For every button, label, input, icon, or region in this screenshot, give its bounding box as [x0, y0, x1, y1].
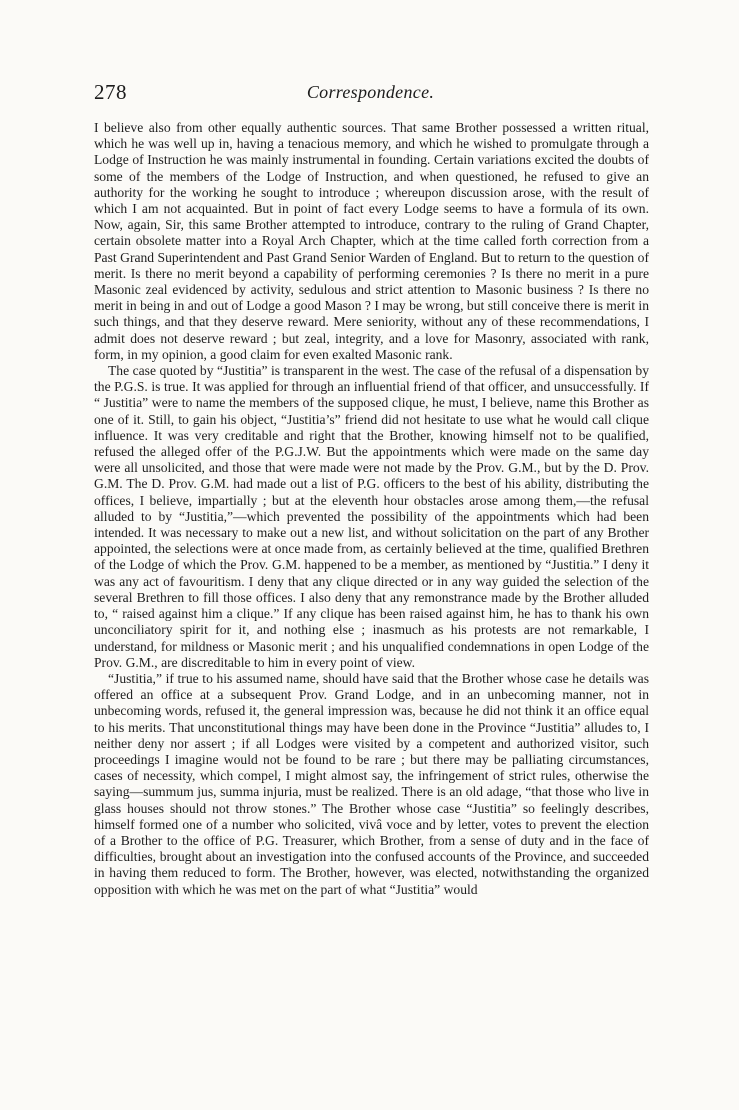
paragraph: The case quoted by “Justitia” is transparent in the west. The case of the refusal of a dispensation by the P.G.S. is true. It was applied for through an influential friend of that officer, and unsuccessfully. If “ Justitia” were to name the members of the supposed clique, he must, I believe, name this Brother as one of it. Still, to gain his object, “Justitia’s” friend did not hesitate to use what he would call clique influence. It was very creditable and right that the Brother, knowing himself not to be qualified, refused the alleged offer of the P.G.J.W. But the appointments which were made on the same day were all unsolicited, and those that were made were not made by the Prov. G.M., but by the D. Prov. G.M. The D. Prov. G.M. had made out a list of P.G. officers to the best of his ability, distributing the offices, I believe, impartially ; but at the eleventh hour obstacles arose among them,—the refusal alluded to by “Justitia,”—which prevented the possibility of the appointments which had been intended. It was necessary to make out a new list, and without solicitation on the part of any Brother appointed, the selections were at once made from, as certainly believed at the time, qualified Brethren of the Lodge of which the Prov. G.M. happened to be a member, as mentioned by “Justitia.” I deny it was any act of favouritism. I deny that any clique directed or in any way guided the selection of the several Brethren to fill those offices. I also deny that any remonstrance made by the Brother alluded to, “ raised against him a clique.” If any clique has been raised against him, he has to thank his own unconciliatory spirit for it, and nothing else ; inasmuch as his protests are not remarkable, I understand, for mildness or Masonic merit ; and his unqualified condemnations in open Lodge of the Prov. G.M., are discreditable to him in every point of view. [94, 363, 649, 670]
page-number: 278 [94, 80, 127, 104]
paragraph: I believe also from other equally authentic sources. That same Brother possessed a written ritual, which he was well up in, having a tenacious memory, and which he wished to promulgate through a Lodge of Instruction he was mainly instrumental in founding. Certain variations excited the doubts of some of the members of the Lodge of Instruction, and when questioned, he refused to give an authority for the working he sought to introduce ; whereupon discussion arose, with the result of which I am not acquainted. But in point of fact every Lodge seems to have a formula of its own. Now, again, Sir, this same Brother attempted to introduce, contrary to the ruling of Grand Chapter, certain obsolete matter into a Royal Arch Chapter, which at the time called forth correction from a Past Grand Superintendent and Past Grand Senior Warden of England. But to return to the question of merit. Is there no merit beyond a capability of performing ceremonies ? Is there no merit in a pure Masonic zeal evidenced by activity, sedulous and strict attention to Masonic business ? Is there no merit in being in and out of Lodge a good Mason ? I may be wrong, but still conceive there is merit in such things, and that they deserve reward. Mere seniority, without any of these recommendations, I admit does not deserve reward ; but zeal, integrity, and a love for Masonry, associated with rank, form, in my opinion, a good claim for even exalted Masonic rank. [94, 120, 649, 362]
running-title: Correspondence. [306, 82, 435, 102]
page-header [94, 80, 647, 108]
paragraph: “Justitia,” if true to his assumed name, should have said that the Brother whose case he details was offered an office at a subsequent Prov. Grand Lodge, and in an unbecoming manner, not in unbecoming words, refused it, the general impression was, because he did not think it an office equal to his merits. That unconstitutional things may have been done in the Province “Justitia” alludes to, I neither deny nor assert ; if all Lodges were visited by a competent and authorized visitor, such proceedings I imagine would not be found to be rare ; but there may be palliating circumstances, cases of necessity, which compel, I might almost say, the infringement of strict rules, otherwise the saying—summum jus, summa injuria, must be realized. There is an old adage, “that those who live in glass houses should not throw stones.” The Brother whose case “Justitia” so feelingly describes, himself formed one of a number who solicited, vivâ voce and by letter, votes to prevent the election of a Brother to the office of P.G. Treasurer, which Brother, from a sense of duty and in the face of difficulties, brought about an investigation into the confused accounts of the Province, and succeeded in having them reduced to form. The Brother, however, was elected, notwithstanding the organized opposition with which he was met on the part of what “Justitia” would [94, 670, 649, 897]
page-body [94, 120, 649, 898]
